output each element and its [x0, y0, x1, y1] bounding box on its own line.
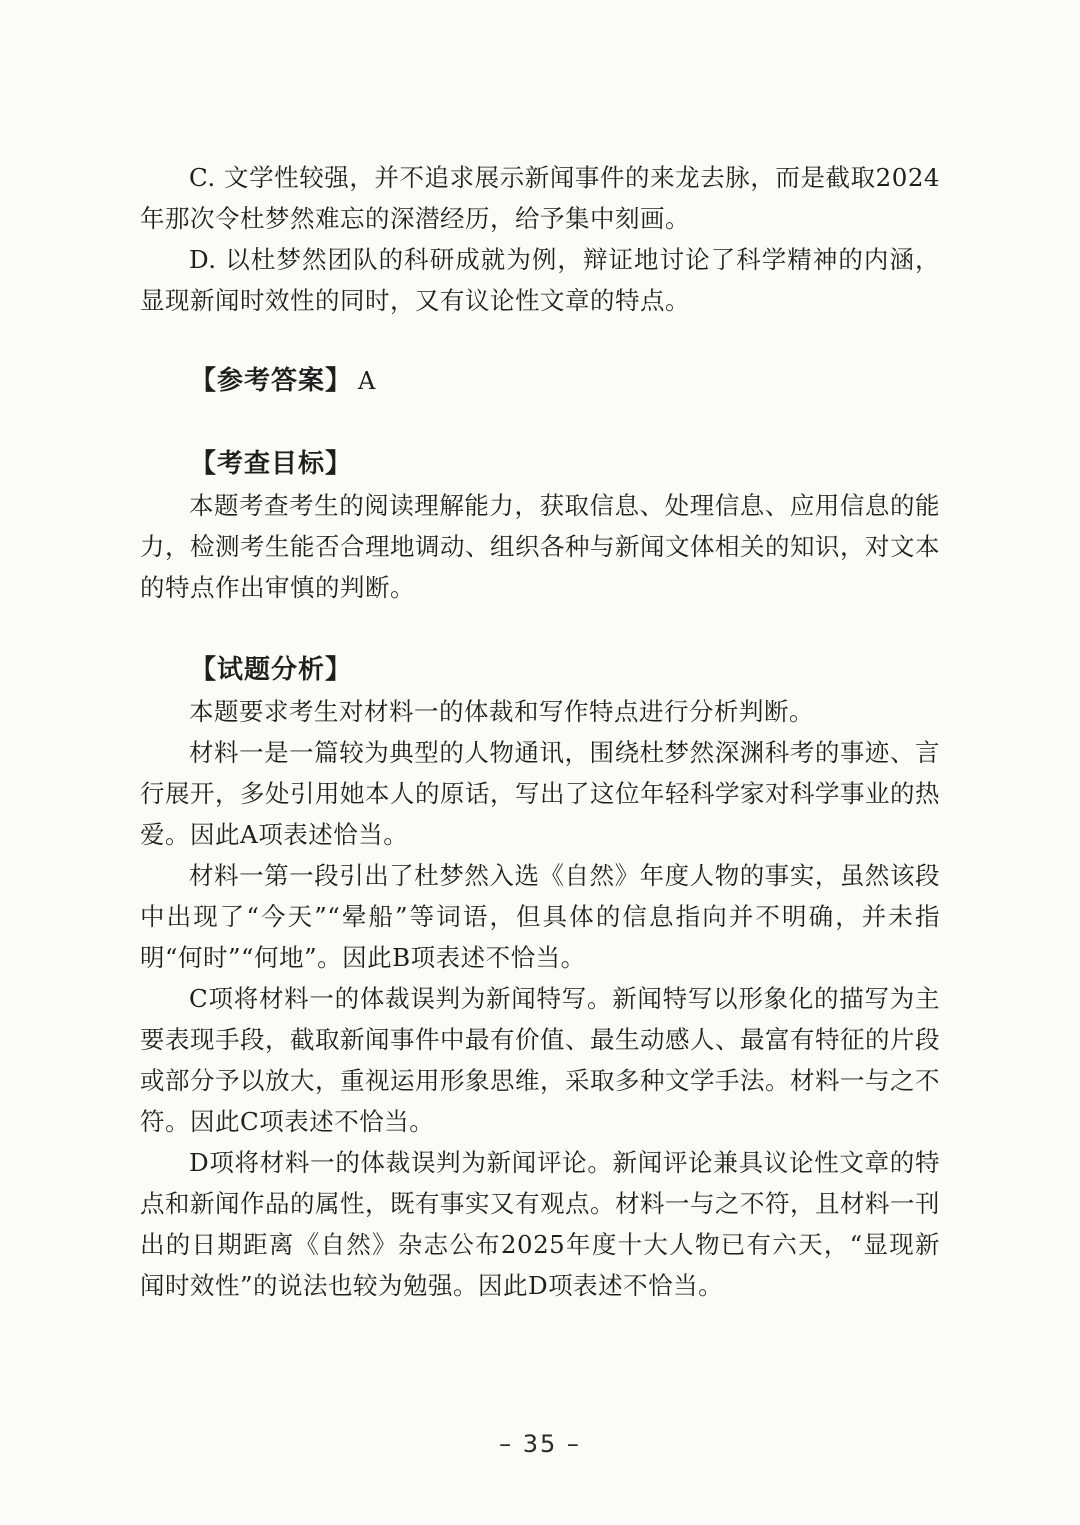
analysis-paragraph: C项将材料一的体裁误判为新闻特写。新闻特写以形象化的描写为主要表现手段，截取新闻事件中最有价值、最生动感人、最富有特征的片段或部分予以放大，重视运用形象思维，采取多种文学手法。材料一与之不符。因此C项表述不恰当。: [140, 984, 940, 1136]
answer-heading: [140, 361, 940, 402]
spacer: [140, 321, 940, 361]
page-number: – 35 –: [499, 1430, 581, 1458]
analysis-paragraph: 材料一第一段引出了杜梦然入选《自然》年度人物的事实，虽然该段中出现了“今天”“晕船”等词语，但具体的信息指向并不明确，并未指明“何时”“何地”。因此B项表述不恰当。: [140, 861, 940, 972]
analysis-paragraph: D项将材料一的体裁误判为新闻评论。新闻评论兼具议论性文章的特点和新闻作品的属性，既有事实又有观点。材料一与之不符，且材料一刊出的日期距离《自然》杂志公布2025年度十大人物已有六天，“显现新闻时效性”的说法也较为勉强。因此D项表述不恰当。: [140, 1148, 940, 1300]
page-content: [140, 157, 940, 1306]
answer-heading-label: 【参考答案】: [190, 366, 353, 396]
option-c-text: C. 文学性较强，并不追求展示新闻事件的来龙去脉，而是截取2024年那次令杜梦然难忘的深潜经历，给予集中刻画。: [140, 163, 940, 233]
answer-value: A: [358, 367, 377, 395]
option-d-text: D. 以杜梦然团队的科研成就为例，辩证地讨论了科学精神的内涵，显现新闻时效性的同时，又有议论性文章的特点。: [140, 245, 940, 315]
analysis-heading: 【试题分析】: [190, 655, 353, 685]
spacer: [140, 608, 940, 650]
objective-text: 本题考查考生的阅读理解能力，获取信息、处理信息、应用信息的能力，检测考生能否合理地调动、组织各种与新闻文体相关的知识，对文本的特点作出审慎的判断。: [140, 491, 940, 602]
analysis-paragraph: 材料一是一篇较为典型的人物通讯，围绕杜梦然深渊科考的事迹、言行展开，多处引用她本人的原话，写出了这位年轻科学家对科学事业的热爱。因此A项表述恰当。: [140, 738, 940, 849]
analysis-paragraph: 本题要求考生对材料一的体裁和写作特点进行分析判断。: [189, 697, 814, 726]
spacer: [140, 402, 940, 444]
objective-heading: 【考查目标】: [190, 449, 353, 479]
